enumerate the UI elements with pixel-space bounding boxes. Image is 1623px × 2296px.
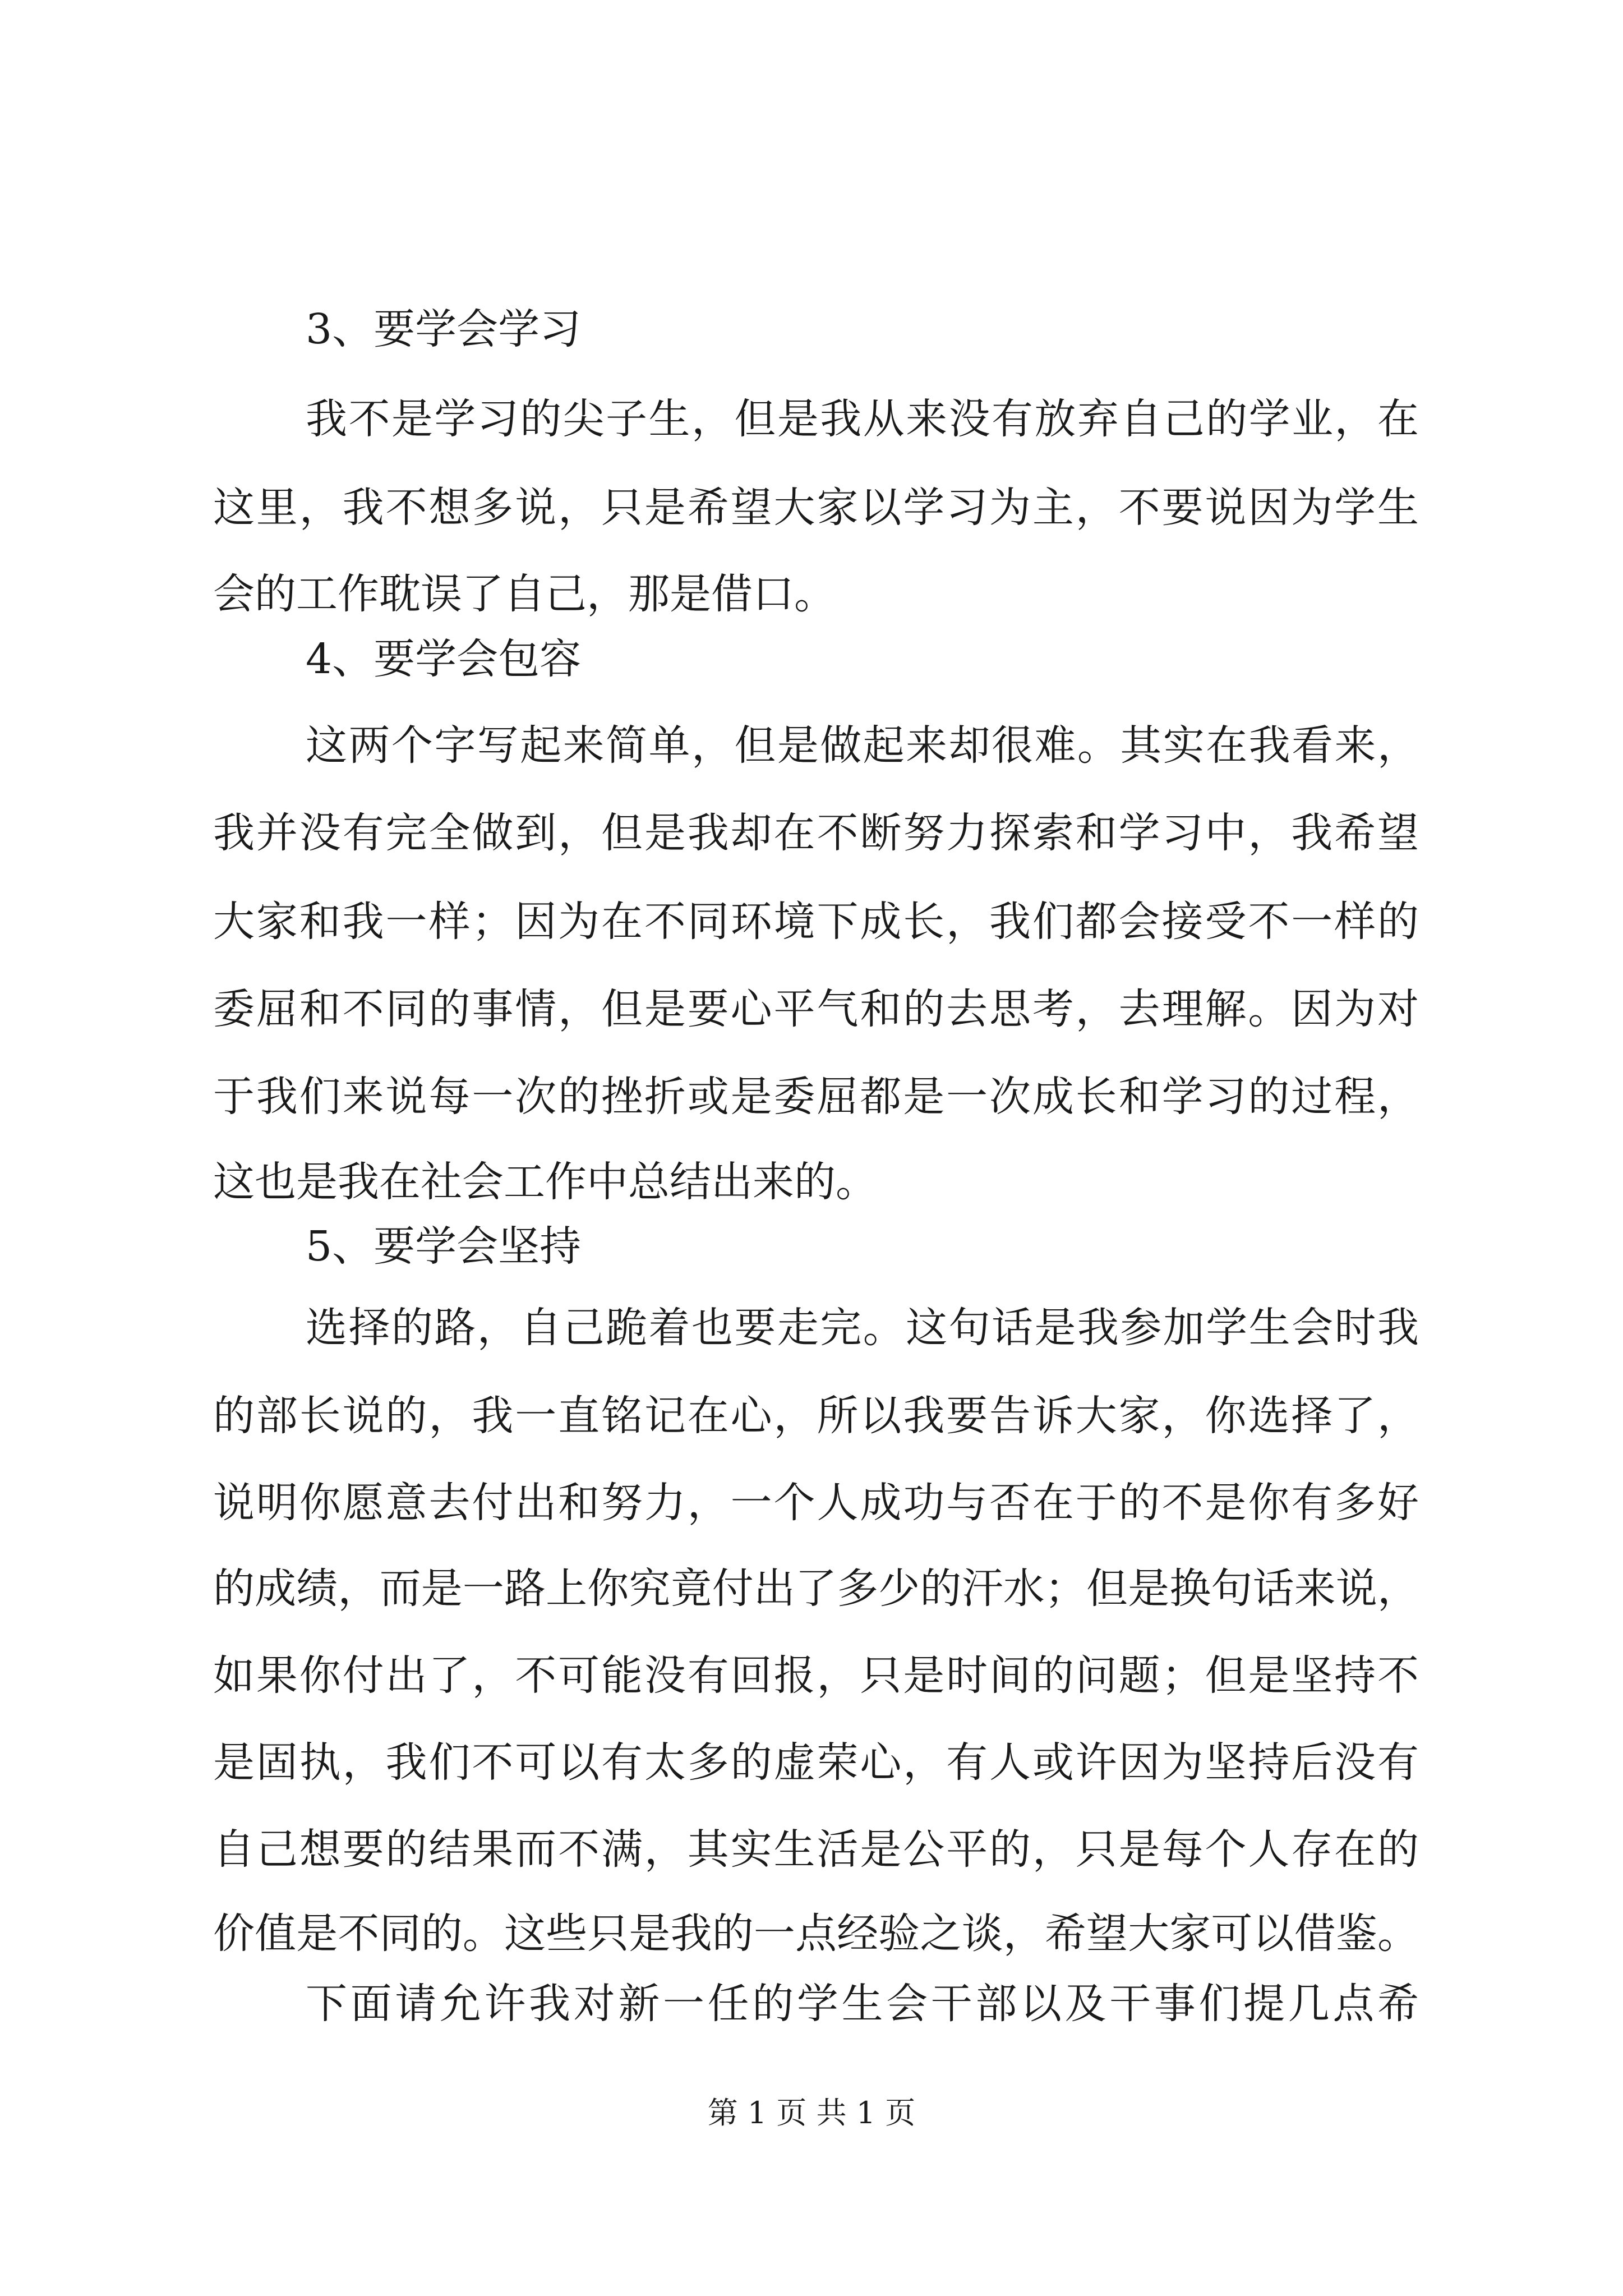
paragraph-line: 会的工作耽误了自己，那是借口。: [213, 570, 836, 618]
paragraph-line: 大家和我一样；因为在不同环境下成长，我们都会接受不一样的: [213, 898, 1419, 946]
paragraph-line: 的成绩，而是一路上你究竟付出了多少的汗水；但是换句话来说，: [213, 1565, 1419, 1613]
paragraph-line: 于我们来说每一次的挫折或是委屈都是一次成长和学习的过程，: [213, 1073, 1419, 1121]
paragraph-line: 选择的路，自己跪着也要走完。这句话是我参加学生会时我: [306, 1304, 1419, 1352]
heading-learn-to-persist: 5、要学会坚持: [306, 1222, 582, 1271]
paragraph-line: 这也是我在社会工作中总结出来的。: [213, 1158, 877, 1206]
paragraph-line: 如果你付出了，不可能没有回报，只是时间的问题；但是坚持不: [213, 1651, 1419, 1700]
page-footer: 第 1 页 共 1 页: [707, 2095, 916, 2131]
paragraph-line: 自己想要的结果而不满，其实生活是公平的，只是每个人存在的: [213, 1825, 1419, 1874]
heading-learn-to-study: 3、要学会学习: [306, 305, 582, 353]
paragraph-line: 委屈和不同的事情，但是要心平气和的去思考，去理解。因为对: [213, 985, 1419, 1033]
paragraph-line: 下面请允许我对新一任的学生会干部以及干事们提几点希: [306, 1980, 1419, 2028]
paragraph-line: 的部长说的，我一直铭记在心，所以我要告诉大家，你选择了，: [213, 1392, 1419, 1440]
paragraph-line: 我不是学习的尖子生，但是我从来没有放弃自己的学业，在: [306, 395, 1419, 443]
paragraph-line: 价值是不同的。这些只是我的一点经验之谈，希望大家可以借鉴。: [213, 1910, 1419, 1958]
paragraph-line: 这两个字写起来简单，但是做起来却很难。其实在我看来，: [306, 721, 1419, 770]
paragraph-line: 说明你愿意去付出和努力，一个人成功与否在于的不是你有多好: [213, 1479, 1419, 1527]
heading-learn-to-tolerate: 4、要学会包容: [306, 635, 582, 683]
paragraph-line: 这里，我不想多说，只是希望大家以学习为主，不要说因为学生: [213, 484, 1419, 532]
paragraph-line: 我并没有完全做到，但是我却在不断努力探索和学习中，我希望: [213, 809, 1419, 857]
paragraph-line: 是固执，我们不可以有太多的虚荣心，有人或许因为坚持后没有: [213, 1738, 1419, 1787]
